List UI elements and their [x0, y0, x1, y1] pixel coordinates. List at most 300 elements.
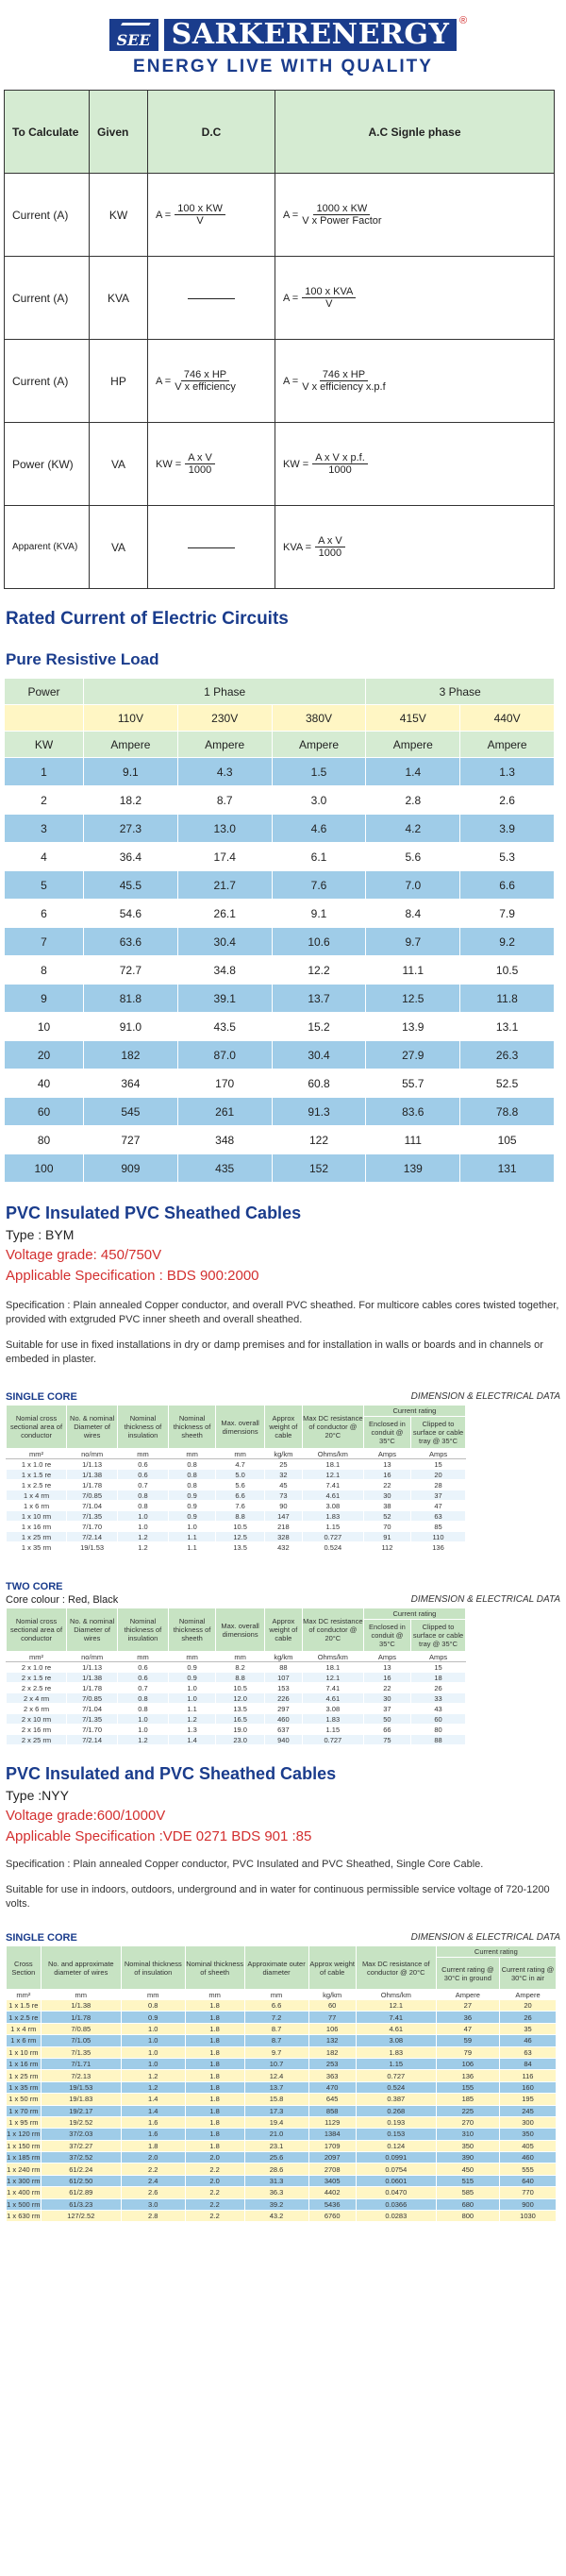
spec-unit: mm [168, 1652, 216, 1662]
rc-cell: 1 [5, 758, 84, 786]
nyy-title: PVC Insulated and PVC Sheathed Cables [6, 1764, 337, 1783]
rc-cell: 7.6 [272, 871, 366, 900]
spec-row [7, 2175, 557, 2186]
rc-cell: 182 [84, 1041, 178, 1069]
one-phase-header: 1 Phase [84, 679, 366, 705]
spec-cell: 1.0 [118, 1522, 169, 1532]
spec-cell: 4.61 [356, 2023, 436, 2034]
spec-cell: 1 x 16 rm [7, 1522, 67, 1532]
rc-cell: 909 [84, 1154, 178, 1183]
spec-cell: 0.8 [118, 1693, 169, 1704]
spec-cell: 1/1.38 [67, 1673, 118, 1683]
spec-cell: 112 [363, 1542, 410, 1553]
rc-row [5, 843, 555, 871]
spec-cell: 2.8 [121, 2211, 185, 2222]
rc-cell: 9.7 [366, 928, 460, 956]
rc-cell: 122 [272, 1126, 366, 1154]
spec-cell: 800 [436, 2211, 499, 2222]
spec-row [7, 1704, 466, 1714]
spec-cell: 1709 [308, 2140, 356, 2151]
spec-cell: 2.0 [185, 2175, 244, 2186]
spec-row [7, 1532, 466, 1542]
spec-cell: 770 [500, 2187, 557, 2198]
spec-row [7, 2023, 557, 2034]
rated-current-table [4, 678, 555, 1183]
rc-cell: 2.6 [460, 786, 555, 815]
ac-formula [275, 423, 555, 506]
spec-cell: 47 [411, 1501, 466, 1511]
spec-cell: 32 [264, 1470, 302, 1480]
spec-cell: 20 [500, 2000, 557, 2012]
spec-cell: 1.0 [118, 1714, 169, 1725]
nyy-para-use: Suitable for use in indoors, outdoors, underground and in water for continuous permissible service voltage of 720-1200 volts. [6, 1884, 550, 1910]
spec-cell: 43.2 [244, 2211, 308, 2222]
denominator: V [196, 215, 204, 227]
spec-cell: 0.727 [356, 2070, 436, 2081]
spec-cell: 0.727 [302, 1735, 363, 1745]
current-rating-header: Current rating [363, 1608, 465, 1620]
spec-cell: 245 [500, 2105, 557, 2116]
fraction [302, 286, 356, 310]
spec-cell: 1.8 [185, 2116, 244, 2128]
formula-lhs: A = [283, 292, 299, 304]
spec-cell: 46 [500, 2035, 557, 2046]
spec-cell: 940 [264, 1735, 302, 1745]
rc-header-row [5, 679, 555, 705]
spec-row [7, 2211, 557, 2222]
spec-cell: 900 [500, 2198, 557, 2210]
spec-cell: 680 [436, 2198, 499, 2210]
spec-cell: 0.0754 [356, 2164, 436, 2175]
calc-header: A.C Signle phase [275, 91, 555, 174]
voltage-header: 440V [460, 705, 555, 732]
calc-target: Current (A) [5, 340, 90, 423]
rc-row [5, 1013, 555, 1041]
rc-cell: 7.9 [460, 900, 555, 928]
spec-cell: 63 [411, 1511, 466, 1522]
fraction [175, 369, 236, 393]
calc-target: Power (KW) [5, 423, 90, 506]
spec-row [7, 1459, 466, 1470]
spec-cell: 31.3 [244, 2175, 308, 2186]
rc-cell: 8 [5, 956, 84, 985]
spec-cell: 3.08 [302, 1501, 363, 1511]
spec-cell: 7/2.14 [67, 1532, 118, 1542]
spec-row [7, 2198, 557, 2210]
rc-cell: 545 [84, 1098, 178, 1126]
spec-cell: 16 [363, 1673, 410, 1683]
spec-header: No. and approximate diameter of wires [41, 1946, 121, 1990]
denominator: V x Power Factor [302, 215, 382, 227]
spec-cell: 1.8 [185, 2081, 244, 2093]
rc-cell: 5 [5, 871, 84, 900]
brand-tagline: ENERGY LIVE WITH QUALITY [133, 57, 433, 76]
spec-cell: 1.15 [356, 2058, 436, 2069]
spec-cell: 7/0.85 [41, 2023, 121, 2034]
spec-cell: 1 x 50 rm [7, 2094, 42, 2105]
spec-cell: 3.0 [121, 2198, 185, 2210]
spec-cell: 136 [411, 1542, 466, 1553]
calc-row [5, 506, 555, 589]
spec-cell: 19/1.83 [41, 2094, 121, 2105]
spec-cell: 350 [500, 2129, 557, 2140]
spec-cell: 20 [411, 1470, 466, 1480]
voltage-header: 415V [366, 705, 460, 732]
rc-cell: 12.5 [366, 985, 460, 1013]
dc-formula [148, 257, 275, 340]
spec-cell: 1 x 35 rm [7, 2081, 42, 2093]
calculation-table [4, 90, 555, 589]
spec-cell: 7/1.05 [41, 2035, 121, 2046]
spec-cell: 15 [411, 1662, 466, 1673]
spec-cell: 297 [264, 1704, 302, 1714]
spec-cell: 18 [411, 1673, 466, 1683]
bym-voltage: Voltage grade: 450/750V [6, 1247, 162, 1263]
spec-cell: 1 x 95 rm [7, 2116, 42, 2128]
rc-row [5, 1154, 555, 1183]
spec-cell: 0.7 [118, 1683, 169, 1693]
spec-cell: 515 [436, 2175, 499, 2186]
spec-cell: 7/0.85 [67, 1490, 118, 1501]
spec-cell: 0.268 [356, 2105, 436, 2116]
numerator: 100 x KVA [302, 286, 356, 298]
rc-cell: 55.7 [366, 1069, 460, 1098]
rc-cell: 54.6 [84, 900, 178, 928]
spec-cell: 9.7 [244, 2046, 308, 2058]
rc-cell: 100 [5, 1154, 84, 1183]
formula-lhs: A = [283, 375, 299, 387]
spec-row [7, 1522, 466, 1532]
spec-row [7, 1735, 466, 1745]
spec-cell: 60 [308, 2000, 356, 2012]
spec-cell: 0.9 [168, 1662, 216, 1673]
spec-cell: 70 [363, 1522, 410, 1532]
rc-cell: 7.0 [366, 871, 460, 900]
fraction [185, 452, 215, 476]
rc-cell: 27.3 [84, 815, 178, 843]
spec-cell: 1.0 [168, 1683, 216, 1693]
spec-cell: 36.3 [244, 2187, 308, 2198]
spec-cell: 22 [363, 1683, 410, 1693]
spec-cell: 7/1.35 [67, 1511, 118, 1522]
spec-cell: 8.8 [216, 1511, 264, 1522]
spec-cell: 18.1 [302, 1459, 363, 1470]
spec-row [7, 2000, 557, 2012]
spec-cell: 3405 [308, 2175, 356, 2186]
bym-two-core-head [6, 1581, 560, 1592]
spec-cell: 1 x 2.5 re [7, 1480, 67, 1490]
rc-cell: 87.0 [177, 1041, 272, 1069]
spec-header: Nominal thickness of insulation [121, 1946, 185, 1990]
rc-cell: 9 [5, 985, 84, 1013]
pure-resistive-subtitle: Pure Resistive Load [6, 650, 159, 668]
spec-cell: 1.4 [121, 2105, 185, 2116]
spec-cell: 84 [500, 2058, 557, 2069]
spec-unit: mm [216, 1652, 264, 1662]
spec-cell: 110 [411, 1532, 466, 1542]
spec-cell: 85 [411, 1522, 466, 1532]
rc-cell: 105 [460, 1126, 555, 1154]
spec-cell: 106 [308, 2023, 356, 2034]
spec-cell: 0.124 [356, 2140, 436, 2151]
spec-row [7, 1683, 466, 1693]
spec-cell: 13 [363, 1459, 410, 1470]
rc-cell: 15.2 [272, 1013, 366, 1041]
formula [283, 535, 345, 559]
spec-cell: 7.6 [216, 1501, 264, 1511]
denominator: 1000 [188, 464, 212, 476]
spec-cell: 6.6 [244, 2000, 308, 2012]
spec-unit: kg/km [264, 1449, 302, 1459]
spec-cell: 0.6 [118, 1459, 169, 1470]
brand-logo [0, 19, 566, 51]
spec-cell: 0.0283 [356, 2211, 436, 2222]
nyy-voltage: Voltage grade:600/1000V [6, 1808, 166, 1824]
core-colour: Core colour : Red, Black [6, 1594, 119, 1606]
rc-cell: 18.2 [84, 786, 178, 815]
rc-cell: 4 [5, 843, 84, 871]
rc-cell: 9.1 [84, 758, 178, 786]
rc-cell: 1.5 [272, 758, 366, 786]
ac-formula [275, 506, 555, 589]
spec-cell: 1.1 [168, 1532, 216, 1542]
spec-cell: 26 [411, 1683, 466, 1693]
spec-cell: 1/1.78 [67, 1683, 118, 1693]
spec-cell: 1.0 [121, 2035, 185, 2046]
spec-cell: 1/1.13 [67, 1459, 118, 1470]
spec-header: Max DC resistance of conductor @ 20°C [302, 1608, 363, 1652]
fraction [315, 535, 345, 559]
spec-cell: 460 [500, 2152, 557, 2164]
spec-cell: 2 x 10 rm [7, 1714, 67, 1725]
formula-lhs: KW = [156, 458, 182, 470]
spec-cell: 75 [363, 1735, 410, 1745]
ac-formula [275, 340, 555, 423]
spec-cell: 0.8 [121, 2000, 185, 2012]
spec-cell: 132 [308, 2035, 356, 2046]
formula [156, 203, 225, 227]
rc-cell: 10.5 [460, 956, 555, 985]
rc-cell: 45.5 [84, 871, 178, 900]
spec-cell: 39.2 [244, 2198, 308, 2210]
spec-cell: 80 [411, 1725, 466, 1735]
rc-cell: 6 [5, 900, 84, 928]
spec-cell: 3.08 [356, 2035, 436, 2046]
spec-row [7, 1693, 466, 1704]
spec-cell: 0.8 [168, 1470, 216, 1480]
brand-header [0, 0, 566, 90]
spec-header: Enclosed in conduit @ 35°C [363, 1620, 410, 1652]
spec-cell: 405 [500, 2140, 557, 2151]
spec-cell: 218 [264, 1522, 302, 1532]
spec-unit: mm [121, 1990, 185, 2000]
numerator: A x V [315, 535, 345, 547]
spec-cell: 1 x 25 rm [7, 1532, 67, 1542]
rc-cell: 60.8 [272, 1069, 366, 1098]
spec-cell: 1.0 [121, 2058, 185, 2069]
rc-cell: 27.9 [366, 1041, 460, 1069]
rc-cell: 12.2 [272, 956, 366, 985]
spec-cell: 1.2 [168, 1714, 216, 1725]
spec-cell: 47 [436, 2023, 499, 2034]
fraction [302, 203, 381, 227]
spec-cell: 5.6 [216, 1480, 264, 1490]
spec-cell: 0.9 [168, 1501, 216, 1511]
spec-cell: 13.5 [216, 1704, 264, 1714]
spec-unit: mm² [7, 1990, 42, 2000]
rc-cell: 11.1 [366, 956, 460, 985]
rc-row [5, 1098, 555, 1126]
rc-cell: 10 [5, 1013, 84, 1041]
spec-header: Approx weight of cable [308, 1946, 356, 1990]
spec-cell: 1.8 [185, 2012, 244, 2023]
formula-lhs: A = [156, 375, 172, 387]
calc-row [5, 174, 555, 257]
rc-cell: 83.6 [366, 1098, 460, 1126]
rc-cell: 91.3 [272, 1098, 366, 1126]
rc-cell: 60 [5, 1098, 84, 1126]
spec-cell: 0.8 [168, 1459, 216, 1470]
rc-cell: 40 [5, 1069, 84, 1098]
rc-cell: 6.6 [460, 871, 555, 900]
spec-cell: 1.8 [185, 2023, 244, 2034]
spec-unit: Amps [411, 1449, 466, 1459]
spec-cell: 7/1.35 [67, 1714, 118, 1725]
spec-unit: mm² [7, 1652, 67, 1662]
spec-cell: 22 [363, 1480, 410, 1490]
spec-cell: 33 [411, 1693, 466, 1704]
spec-cell: 1.0 [121, 2046, 185, 2058]
spec-cell: 36 [436, 2012, 499, 2023]
spec-cell: 25 [264, 1459, 302, 1470]
spec-cell: 1.2 [121, 2081, 185, 2093]
spec-cell: 7.2 [244, 2012, 308, 2023]
numerator: 100 x KW [175, 203, 225, 215]
spec-unit-row [7, 1449, 466, 1459]
rc-row [5, 985, 555, 1013]
registered-mark: ® [459, 15, 468, 26]
fraction [175, 203, 225, 227]
formula [283, 203, 382, 227]
calc-given: HP [90, 340, 148, 423]
spec-unit: mm [244, 1990, 308, 2000]
rc-cell: 4.6 [272, 815, 366, 843]
spec-cell: 2.0 [121, 2152, 185, 2164]
rc-cell: 1.4 [366, 758, 460, 786]
calc-header: To Calculate [5, 91, 90, 174]
spec-cell: 127/2.52 [41, 2211, 121, 2222]
spec-unit: Ohms/km [356, 1990, 436, 2000]
spec-cell: 23.1 [244, 2140, 308, 2151]
spec-cell: 45 [264, 1480, 302, 1490]
spec-cell: 1/1.78 [67, 1480, 118, 1490]
spec-cell: 1 x 1.5 re [7, 1470, 67, 1480]
spec-header: Approximate outer diameter [244, 1946, 308, 1990]
rc-row [5, 1126, 555, 1154]
spec-cell: 60 [411, 1714, 466, 1725]
spec-cell: 1.0 [168, 1693, 216, 1704]
rc-row [5, 928, 555, 956]
rc-voltage-row [5, 705, 555, 732]
spec-cell: 4.61 [302, 1490, 363, 1501]
rc-row [5, 1069, 555, 1098]
rc-cell: 8.7 [177, 786, 272, 815]
rc-cell: 4.3 [177, 758, 272, 786]
bym-type: Type : BYM [6, 1227, 75, 1242]
rc-cell: 5.6 [366, 843, 460, 871]
calc-header: Given [90, 91, 148, 174]
rc-cell: 10.6 [272, 928, 366, 956]
spec-unit: Ohms/km [302, 1449, 363, 1459]
calc-given: KW [90, 174, 148, 257]
rc-cell: 111 [366, 1126, 460, 1154]
spec-cell: 17.3 [244, 2105, 308, 2116]
spec-cell: 1 x 1.5 re [7, 2000, 42, 2012]
spec-cell: 310 [436, 2129, 499, 2140]
spec-cell: 7/2.14 [67, 1735, 118, 1745]
dc-formula [148, 506, 275, 589]
two-core-label: TWO CORE [6, 1581, 63, 1592]
spec-cell: 1.8 [185, 2129, 244, 2140]
spec-row [7, 1673, 466, 1683]
spec-cell: 460 [264, 1714, 302, 1725]
spec-cell: 0.9 [121, 2012, 185, 2023]
rc-cell: 34.8 [177, 956, 272, 985]
spec-header-row [7, 1608, 466, 1620]
spec-cell: 645 [308, 2094, 356, 2105]
rc-cell: 72.7 [84, 956, 178, 985]
spec-header: Clipped to surface or cable tray @ 35°C [411, 1417, 466, 1449]
spec-cell: 7/0.85 [67, 1693, 118, 1704]
spec-cell: 7/1.70 [67, 1522, 118, 1532]
spec-cell: 136 [436, 2070, 499, 2081]
formula [283, 286, 356, 310]
spec-cell: 0.9 [168, 1673, 216, 1683]
spec-unit: Amps [363, 1652, 410, 1662]
spec-cell: 12.1 [302, 1470, 363, 1480]
spec-cell: 19/2.17 [41, 2105, 121, 2116]
spec-cell: 555 [500, 2164, 557, 2175]
spec-cell: 2.2 [121, 2164, 185, 2175]
spec-cell: 7.41 [302, 1683, 363, 1693]
spec-cell: 66 [363, 1725, 410, 1735]
spec-cell: 10.5 [216, 1522, 264, 1532]
unit-header: Ampere [460, 732, 555, 758]
spec-cell: 25.6 [244, 2152, 308, 2164]
numerator: 746 x HP [320, 369, 368, 381]
nyy-type: Type :NYY [6, 1788, 69, 1803]
voltage-header: 230V [177, 705, 272, 732]
dc-formula [148, 423, 275, 506]
spec-unit-row [7, 1652, 466, 1662]
spec-unit: Amps [363, 1449, 410, 1459]
rc-cell: 2.8 [366, 786, 460, 815]
spec-cell: 2 x 4 rm [7, 1693, 67, 1704]
spec-cell: 19/1.53 [41, 2081, 121, 2093]
spec-cell: 182 [308, 2046, 356, 2058]
current-rating-header: Current rating [363, 1406, 465, 1417]
spec-cell: 12.1 [356, 2000, 436, 2012]
spec-cell: 116 [500, 2070, 557, 2081]
spec-unit: mm [216, 1449, 264, 1459]
spec-cell: 1.2 [118, 1542, 169, 1553]
spec-cell: 2.6 [121, 2187, 185, 2198]
spec-cell: 1 x 70 rm [7, 2105, 42, 2116]
spec-cell: 2.2 [185, 2211, 244, 2222]
rc-cell: 26.1 [177, 900, 272, 928]
spec-cell: 35 [500, 2023, 557, 2034]
spec-unit: mm [118, 1652, 169, 1662]
